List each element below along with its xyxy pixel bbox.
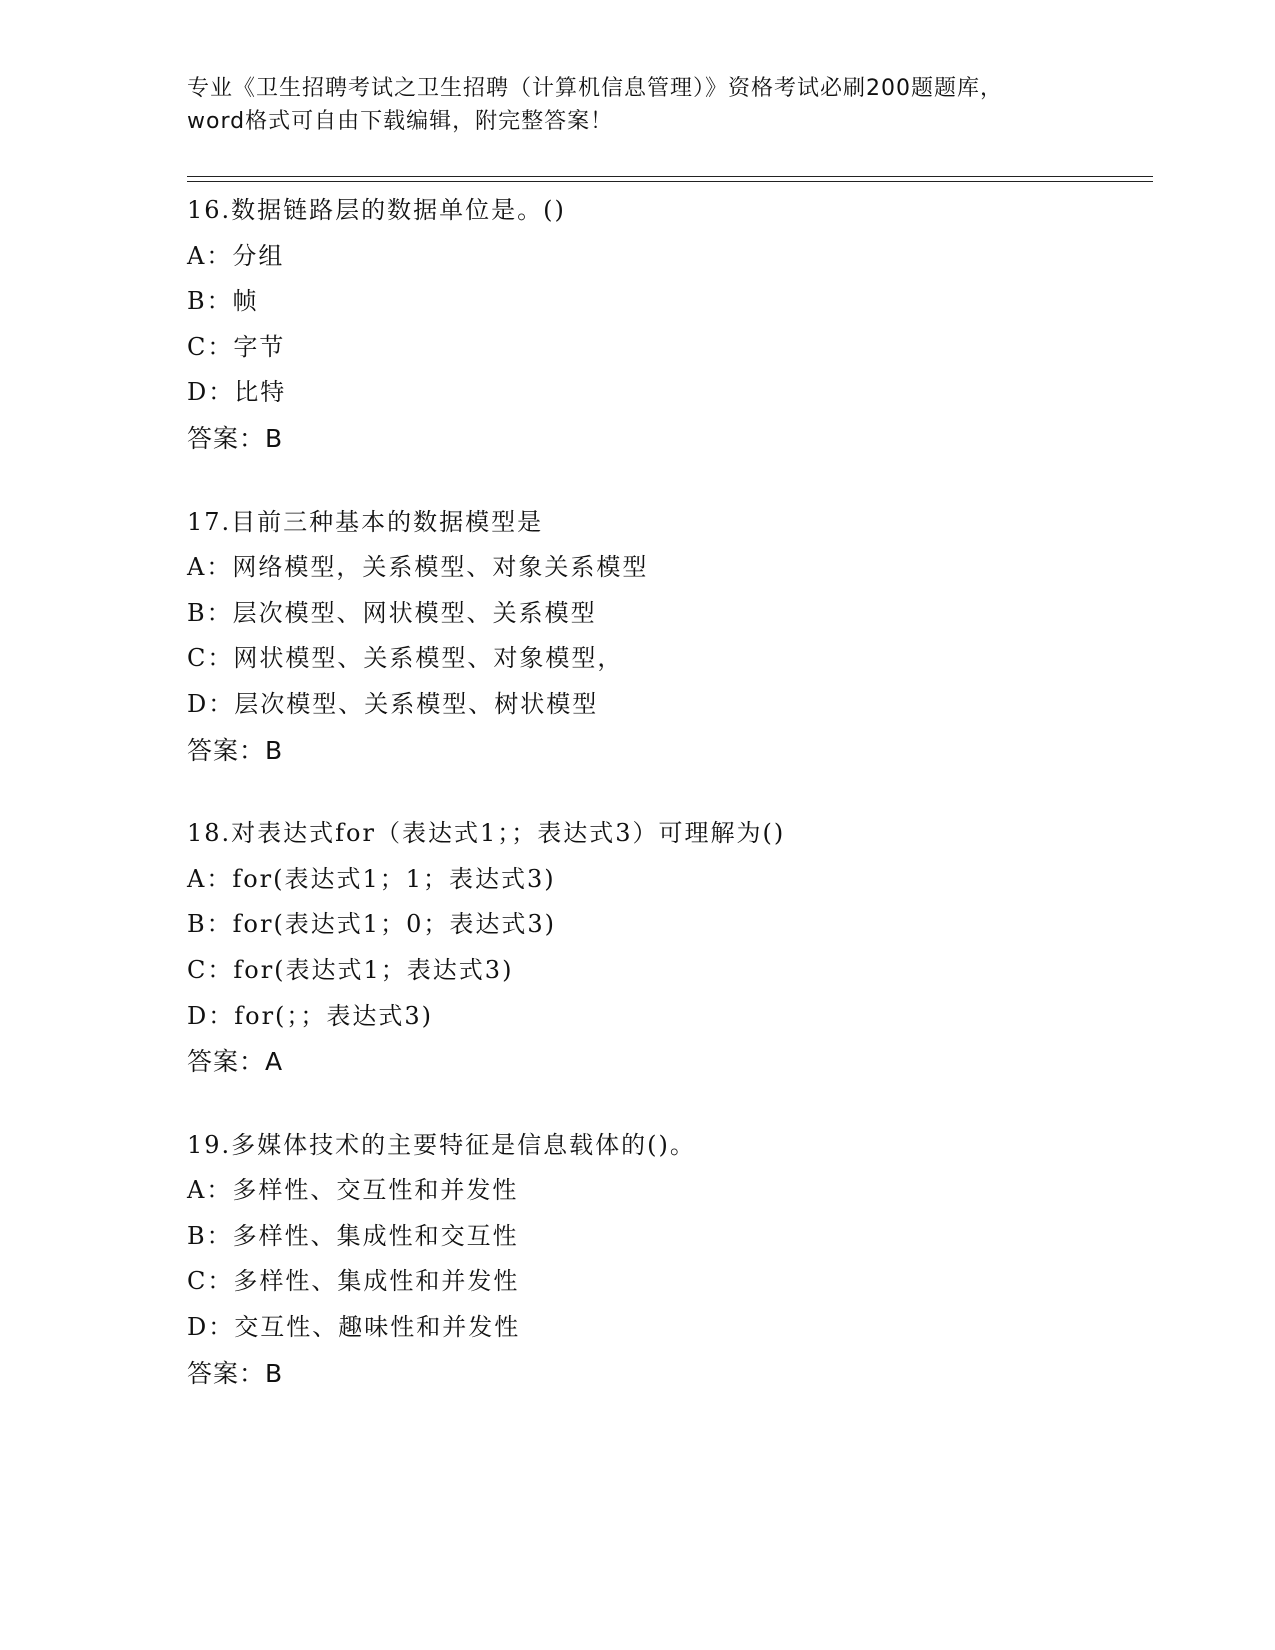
option-d: D：层次模型、关系模型、树状模型	[187, 689, 599, 718]
option-a: A：for(表达式1；1；表达式3)	[187, 864, 556, 893]
option-d: D：交互性、趣味性和并发性	[187, 1313, 521, 1342]
question-19	[187, 1123, 1153, 1397]
option-a: A：多样性、交互性和并发性	[187, 1176, 519, 1205]
option-a: A：网络模型，关系模型、对象关系模型	[187, 553, 649, 582]
answer-label: 答案：B	[187, 423, 284, 453]
answer-label: 答案：B	[187, 1358, 284, 1388]
option-c: C：for(表达式1；表达式3)	[187, 955, 514, 984]
question-stem: 17.目前三种基本的数据模型是	[187, 507, 544, 536]
option-b: B：for(表达式1；0；表达式3)	[187, 910, 556, 939]
question-18	[187, 811, 1153, 1085]
answer-label: 答案：B	[187, 735, 284, 765]
option-b: B：多样性、集成性和交互性	[187, 1221, 519, 1250]
header-line-2: word格式可自由下载编辑，附完整答案！	[187, 109, 614, 134]
option-d: D：比特	[187, 378, 287, 407]
question-stem: 16.数据链路层的数据单位是。()	[187, 196, 566, 224]
option-a: A：分组	[187, 241, 285, 270]
answer-label: 答案：A	[187, 1047, 284, 1077]
option-c: C：字节	[187, 332, 286, 361]
document-header	[187, 72, 1087, 138]
header-line-1: 专业《卫生招聘考试之卫生招聘（计算机信息管理）》资格考试必刷200题题库，	[187, 76, 1003, 101]
header-divider-top	[187, 176, 1153, 177]
option-d: D：for(；；表达式3)	[187, 1001, 434, 1030]
option-c: C：多样性、集成性和并发性	[187, 1267, 520, 1296]
question-stem: 19.多媒体技术的主要特征是信息载体的()。	[187, 1130, 696, 1159]
question-17	[187, 500, 1153, 774]
header-divider-bottom	[187, 181, 1153, 182]
question-list	[187, 188, 1153, 1434]
question-stem: 18.对表达式for（表达式1；；表达式3）可理解为()	[187, 819, 786, 848]
question-16	[187, 188, 1153, 462]
option-c: C：网状模型、关系模型、对象模型，	[187, 644, 624, 673]
option-b: B：层次模型、网状模型、关系模型	[187, 598, 597, 627]
option-b: B：帧	[187, 287, 259, 316]
